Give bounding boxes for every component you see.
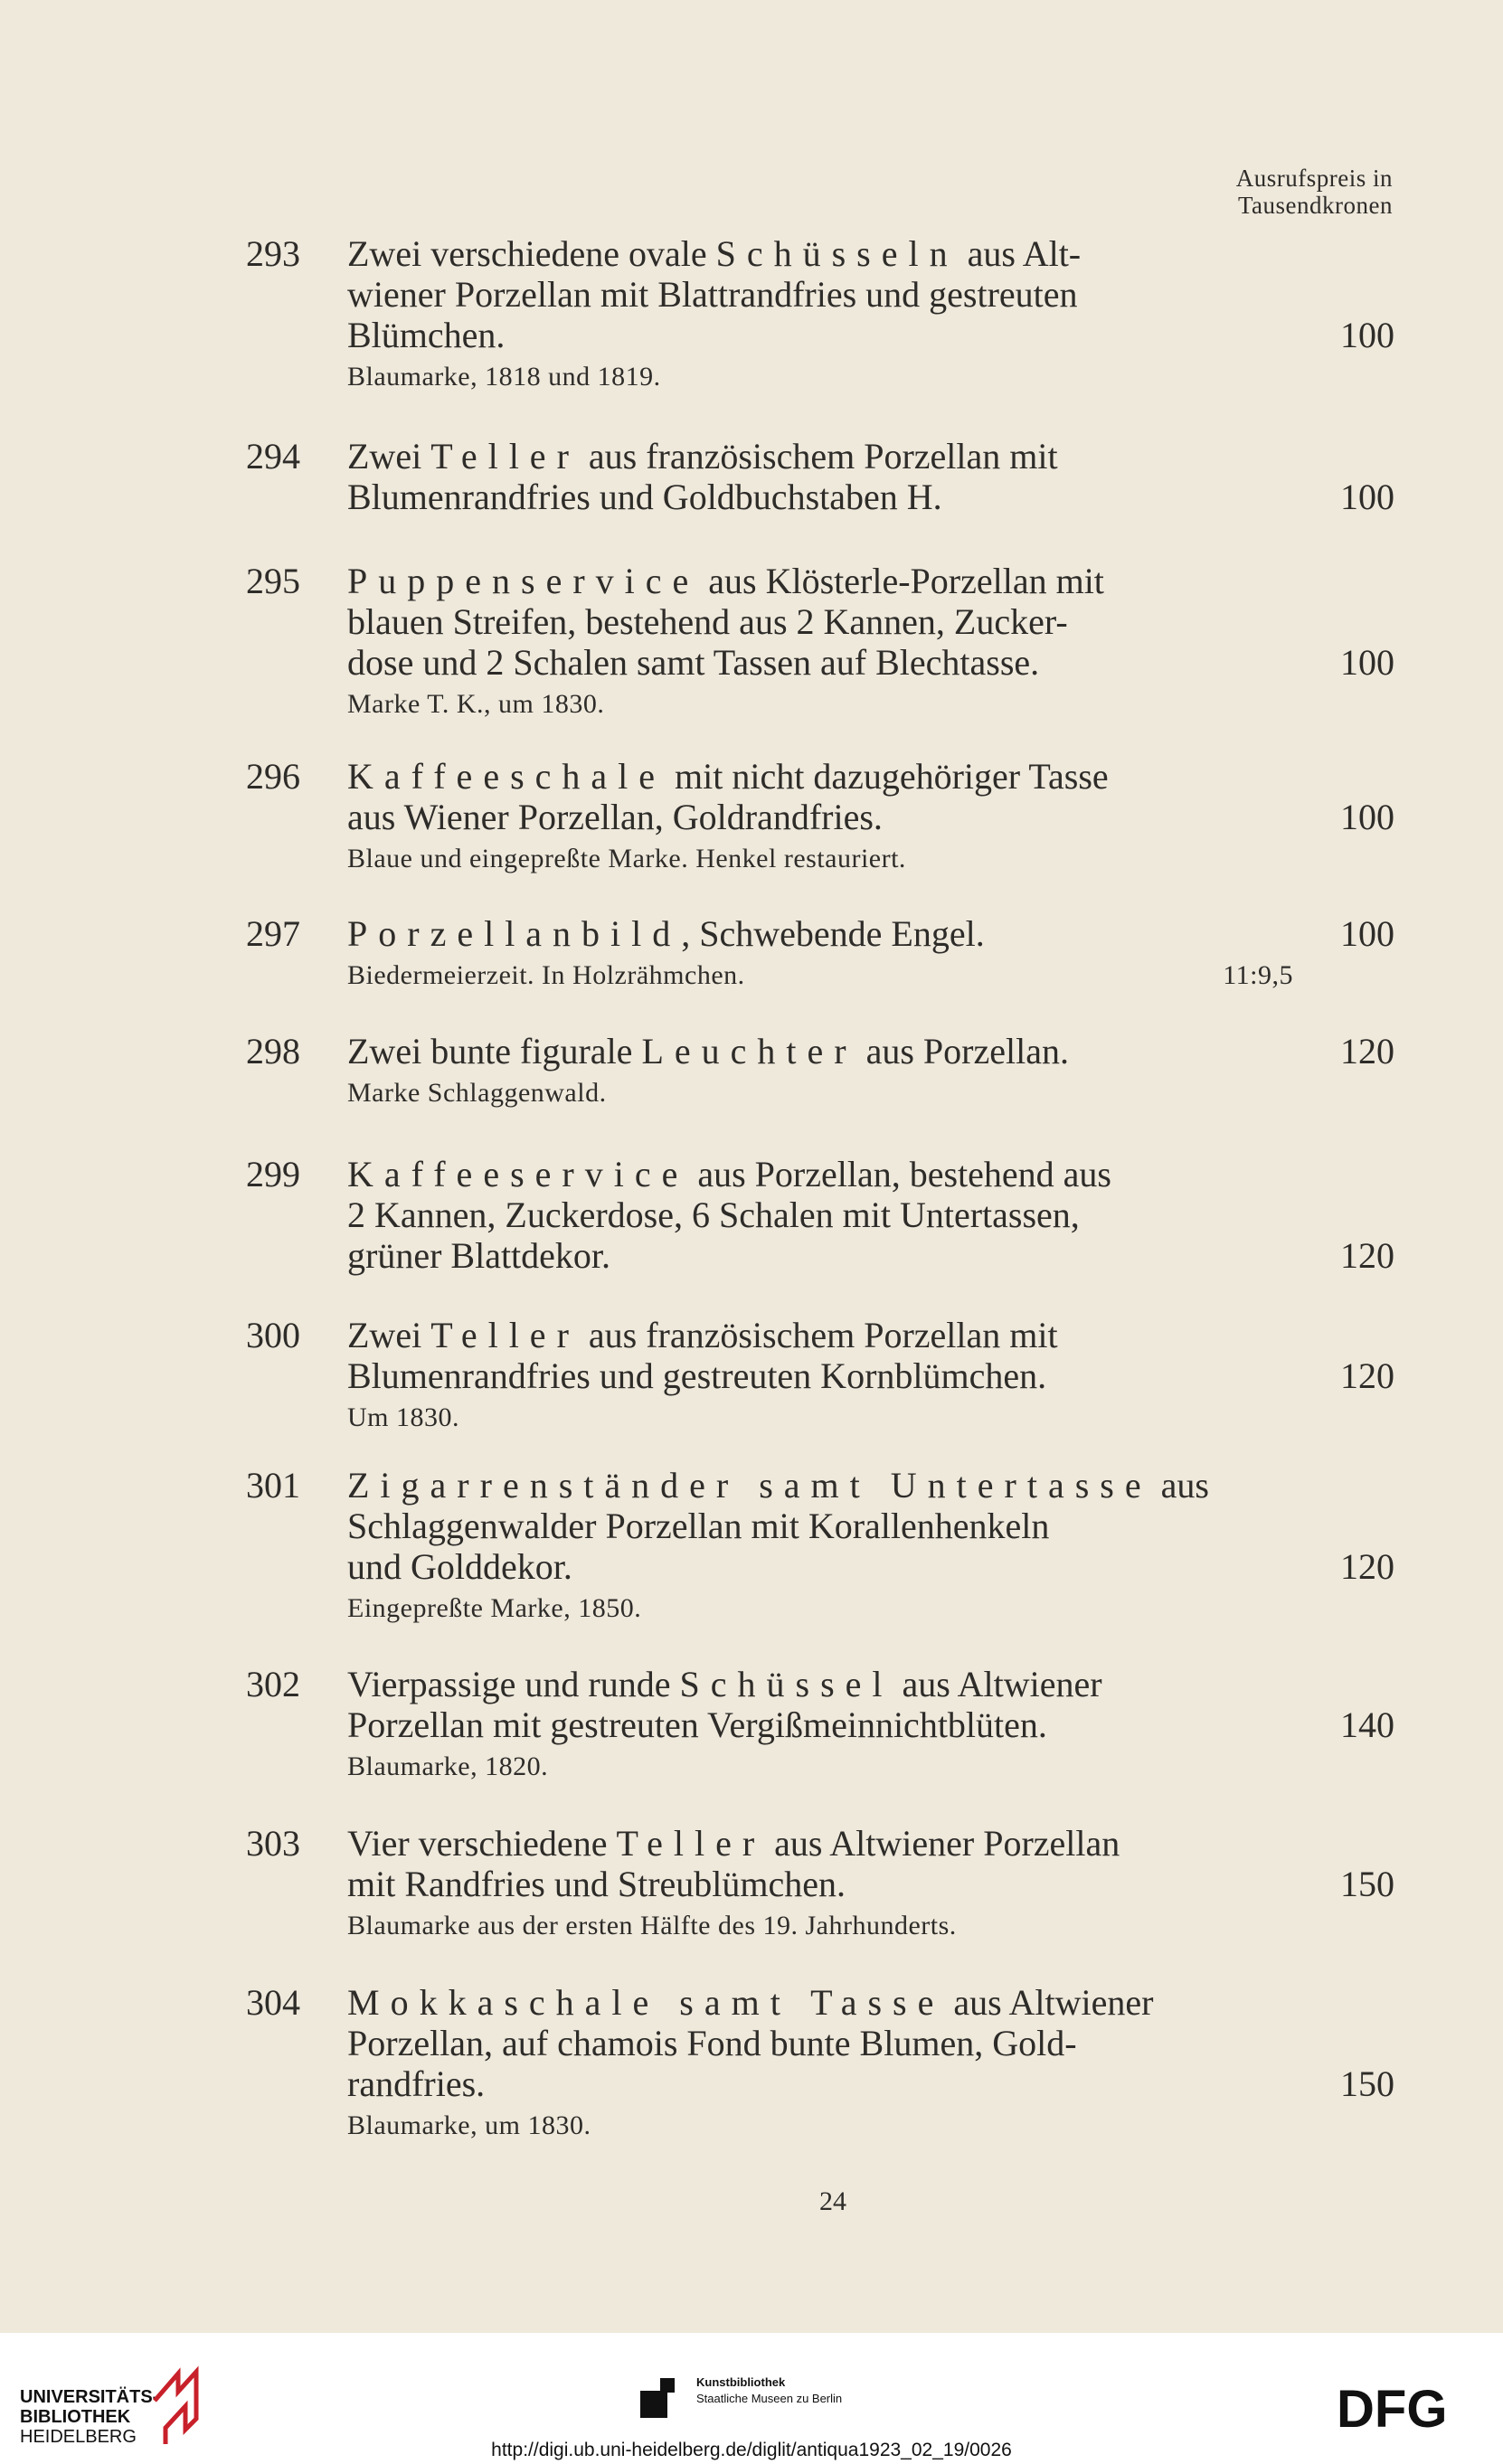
description-text: Zwei: [347, 1315, 431, 1355]
lot-price: 100: [1340, 913, 1394, 954]
description-line: [347, 477, 1306, 517]
ub-heidelberg-label: [20, 2387, 158, 2447]
price-column-header: [1236, 165, 1393, 219]
description-line: [347, 1664, 1306, 1704]
lot-number: 300: [246, 1315, 300, 1355]
description-line: [347, 233, 1306, 274]
spaced-keyword: Puppenservice: [347, 561, 700, 601]
description-line: [347, 2063, 1306, 2104]
source-url-link[interactable]: http://digi.ub.uni-heidelberg.de/diglit/antiqua1923_02_19/0026: [491, 2440, 1012, 2460]
description-text: aus Porzellan.: [856, 1031, 1069, 1072]
description-line: [347, 1546, 1306, 1587]
description-line: [347, 797, 1306, 837]
description-line: [347, 1864, 1306, 1904]
lot-number: 299: [246, 1154, 300, 1194]
description-line: [347, 1235, 1306, 1276]
description-line: [347, 1465, 1306, 1506]
ub-line1: UNIVERSITÄTS-: [20, 2387, 159, 2407]
description-text: Vierpassige und runde: [347, 1664, 680, 1704]
description-text: mit nicht dazugehöriger Tasse: [666, 756, 1109, 797]
lot-description: [347, 1465, 1306, 1627]
ub-line3: HEIDELBERG: [20, 2427, 137, 2447]
page-number: 24: [819, 2186, 846, 2216]
lot-note: Um 1830.: [347, 1402, 459, 1432]
kunstbibliothek-logo-icon: [640, 2378, 685, 2418]
lot-note: Biedermeierzeit. In Holzrähmchen.: [347, 960, 745, 990]
description-line: [347, 561, 1306, 601]
description-line: [347, 1315, 1306, 1355]
lot-number: 301: [246, 1465, 300, 1506]
dfg-logo-icon: [1337, 2380, 1481, 2434]
lot-price: 150: [1340, 2063, 1394, 2104]
lot-number: 297: [246, 913, 300, 954]
kunstbibliothek-label: [696, 2374, 842, 2407]
lot-description: [347, 436, 1306, 517]
description-line: [347, 1355, 1306, 1396]
lot-number: 302: [246, 1664, 300, 1704]
spaced-keyword: Kaffeeservice: [347, 1154, 689, 1194]
lot-description: [347, 1154, 1306, 1276]
lot-price: 120: [1340, 1031, 1394, 1072]
lot-price: 120: [1340, 1235, 1394, 1276]
lot-price: 100: [1340, 315, 1394, 355]
description-line: [347, 756, 1306, 797]
description-text: Blumenrandfries und Goldbuchstaben H.: [347, 477, 942, 517]
lot-price: 150: [1340, 1864, 1394, 1904]
description-text: aus Klösterle-Porzellan mit: [699, 561, 1104, 601]
description-line: [347, 1704, 1306, 1745]
description-text: aus Wiener Porzellan, Goldrandfries.: [347, 797, 883, 837]
lot-price: 120: [1340, 1546, 1394, 1587]
kb-line2: Staatliche Museen zu Berlin: [696, 2392, 843, 2405]
spaced-keyword: Mokkaschale samt Tasse: [347, 1982, 945, 2023]
description-text: mit Randfries und Streublümchen.: [347, 1864, 846, 1904]
lot-price: 100: [1340, 477, 1394, 517]
description-line: [347, 436, 1306, 477]
description-text: , Schwebende Engel.: [681, 913, 985, 954]
lot-description: [347, 1664, 1306, 1785]
lot-number: 303: [246, 1823, 300, 1864]
spaced-keyword: Zigarrenständer samt Untertasse: [347, 1465, 1152, 1506]
description-text: Porzellan mit gestreuten Vergißmeinnichtblüten.: [347, 1704, 1047, 1745]
description-line: [347, 2023, 1306, 2063]
lot-note: Blaumarke, 1820.: [347, 1751, 549, 1781]
description-text: aus französischem Porzellan mit: [579, 436, 1058, 477]
lot-description: [347, 1315, 1306, 1436]
spaced-keyword: Teller: [430, 1315, 580, 1355]
lot-description: [347, 1982, 1306, 2144]
description-text: aus Altwiener: [944, 1982, 1154, 2023]
lot-note: Blaumarke, um 1830.: [347, 2110, 591, 2140]
ub-line2: BIBLIOTHEK: [20, 2407, 131, 2427]
dfg-logo-text: DFG: [1337, 2380, 1448, 2434]
description-text: Zwei: [347, 436, 431, 477]
description-line: [347, 642, 1306, 683]
description-text: aus französischem Porzellan mit: [579, 1315, 1058, 1355]
description-line: [347, 1154, 1306, 1194]
description-line: [347, 601, 1306, 642]
description-text: aus Altwiener: [893, 1664, 1102, 1704]
lot-number: 294: [246, 436, 300, 477]
ub-heidelberg-logo-icon: [149, 2365, 205, 2448]
spaced-keyword: Porzellanbild: [347, 913, 682, 954]
spaced-keyword: Schüsseln: [715, 233, 959, 274]
description-text: und Golddekor.: [347, 1546, 572, 1587]
description-line: [347, 1823, 1306, 1864]
lot-dimensions: 11:9,5: [1223, 960, 1293, 990]
description-text: aus Altwiener Porzellan: [765, 1823, 1120, 1864]
description-text: Schlaggenwalder Porzellan mit Korallenhenkeln: [347, 1506, 1050, 1546]
spaced-keyword: Schüssel: [679, 1664, 893, 1704]
lot-note: Blaumarke, 1818 und 1819.: [347, 362, 661, 392]
lot-note: Marke T. K., um 1830.: [347, 689, 605, 719]
description-line: [347, 1982, 1306, 2023]
description-text: aus: [1151, 1465, 1209, 1506]
lot-description: [347, 756, 1306, 877]
price-header-line1: Ausrufspreis in: [1235, 165, 1393, 192]
lot-description: [347, 1031, 1306, 1111]
spaced-keyword: Teller: [616, 1823, 766, 1864]
description-text: blauen Streifen, bestehend aus 2 Kannen, Zucker-: [347, 601, 1068, 642]
spaced-keyword: Kaffeeschale: [347, 756, 666, 797]
lot-note: Eingepreßte Marke, 1850.: [347, 1593, 642, 1623]
description-text: wiener Porzellan mit Blattrandfries und gestreuten: [347, 274, 1078, 315]
lot-description: [347, 561, 1306, 722]
kb-line1: Kunstbibliothek: [696, 2375, 786, 2389]
spaced-keyword: Leuchter: [641, 1031, 857, 1072]
description-line: [347, 1506, 1306, 1546]
description-text: grüner Blattdekor.: [347, 1235, 611, 1276]
description-text: aus Alt-: [958, 233, 1082, 274]
description-text: randfries.: [347, 2063, 486, 2104]
description-text: Vier verschiedene: [347, 1823, 617, 1864]
description-line: [347, 1031, 1306, 1072]
description-text: Zwei bunte figurale: [347, 1031, 642, 1072]
lot-description: [347, 913, 1306, 994]
description-text: aus Porzellan, bestehend aus: [688, 1154, 1111, 1194]
lot-note: Blaue und eingepreßte Marke. Henkel restauriert.: [347, 844, 906, 873]
description-line: [347, 274, 1306, 315]
lot-note: Marke Schlaggenwald.: [347, 1078, 607, 1108]
description-text: Blumenrandfries und gestreuten Kornblümchen.: [347, 1355, 1047, 1396]
lot-number: 296: [246, 756, 300, 797]
description-text: dose und 2 Schalen samt Tassen auf Blechtasse.: [347, 642, 1040, 683]
lot-note: Blaumarke aus der ersten Hälfte des 19. Jahrhunderts.: [347, 1911, 957, 1940]
description-text: 2 Kannen, Zuckerdose, 6 Schalen mit Untertassen,: [347, 1194, 1080, 1235]
lot-number: 295: [246, 561, 300, 601]
lot-description: [347, 233, 1306, 395]
description-line: [347, 913, 1306, 954]
lot-price: 140: [1340, 1704, 1394, 1745]
lot-price: 100: [1340, 797, 1394, 837]
lot-number: 304: [246, 1982, 300, 2023]
digitization-footer: [0, 2333, 1503, 2464]
description-line: [347, 315, 1306, 355]
description-text: Zwei verschiedene ovale: [347, 233, 716, 274]
price-header-line2: Tausendkronen: [1237, 192, 1393, 219]
spaced-keyword: Teller: [430, 436, 580, 477]
lot-price: 120: [1340, 1355, 1394, 1396]
lot-price: 100: [1340, 642, 1394, 683]
lot-number: 298: [246, 1031, 300, 1072]
description-line: [347, 1194, 1306, 1235]
lot-number: 293: [246, 233, 300, 274]
lot-description: [347, 1823, 1306, 1944]
description-text: Porzellan, auf chamois Fond bunte Blumen, Gold-: [347, 2023, 1077, 2063]
description-text: Blümchen.: [347, 315, 506, 355]
